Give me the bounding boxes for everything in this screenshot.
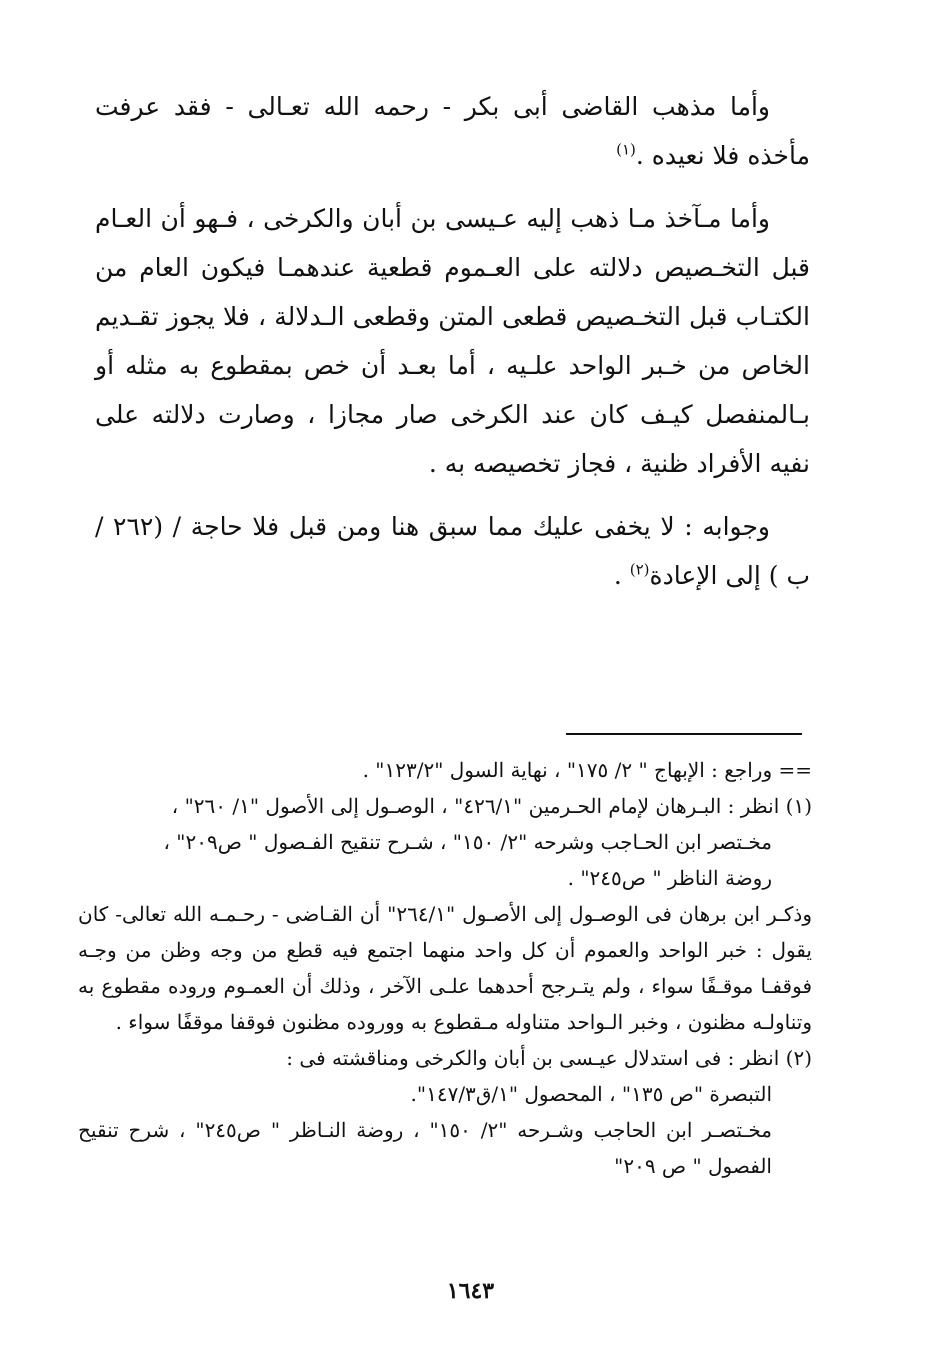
paragraph-1-text: وأما مذهب القاضى أبى بكر - رحمه الله تعـالى - فقد عرفت مأخذه فلا نعيده .	[95, 92, 810, 170]
paragraph-3	[95, 502, 810, 600]
paragraph-3-text: وجوابه : لا يخفى عليك مما سبق هنا ومن قبل فلا حاجة / (٢٦٢ /ب ) إلى الإعادة	[95, 512, 810, 590]
footnote-1-line-2: مخـتصر ابن الحـاجب وشرحه "٢/ ١٥٠" ، شـرح تنقيح الفـصول " ص٢٠٩" ،	[163, 830, 772, 854]
footnote-continuation-text: == وراجع : الإبهاج " ٢/ ١٧٥" ، نهاية السول "١٢٣/٢" .	[362, 758, 812, 782]
footnote-2-line-3: مخـتصـر ابن الحاجب وشـرحه "٢/ ١٥٠" ، روضة النـاظر " ص٢٤٥" ، شرح تنقيح الفصول " ص ٢٠٩"	[78, 1118, 772, 1178]
footnote-2-line-1: (٢) انظر : فى استدلال عيـسى بن أبان والكرخى ومناقشته فى :	[286, 1046, 812, 1070]
main-text	[95, 82, 810, 614]
footnote-ref-2: (٢)	[629, 560, 650, 579]
page-number: ١٦٤٣	[446, 1278, 495, 1304]
paragraph-1	[95, 82, 810, 180]
footnote-1-paragraph: وذكـر ابن برهان فى الوصـول إلى الأصـول "٢٦٤/١" أن القـاضى - رحـمـه الله تعالى- كان يقول : خبر الواحد والعموم أن كل واحد منهما اجتمع فيه قطع من وجه وظن من وجـه فوقفـا موقـفًا سواء ، ولم يتـرجح أحدهما علـى الآخر ، وذلك أن العمـوم وروده مقطوع به وتناولـه مظنون ، وخبر الـواحد متناوله مـقطوع به ووروده مظنون فوقفا موقفًا سواء .	[78, 902, 812, 1034]
footnote-separator	[566, 733, 802, 735]
footnote-1	[78, 788, 812, 1040]
paragraph-2	[95, 194, 810, 488]
footnote-ref-1: (١)	[616, 140, 636, 159]
paragraph-2-text: وأما مـآخذ مـا ذهب إليه عـيسى بن أبان والكرخى ، فـهو أن العـام قبل التخـصيص دلالته على العـموم قطعية عندهمـا فيكون العام من الكتـاب قبل التخـصيص قطعى المتن وقطعى الـدلالة ، فلا يجوز تقـديم الخاص من خـبر الواحد علـيه ، أما بعـد أن خص بمقطوع به مثله أو بـالمنفصل كيـف كان عند الكرخى صار مجازا ، وصارت دلالته على نفيه الأفراد ظنية ، فجاز تخصيصه به .	[95, 204, 810, 478]
footnotes	[78, 752, 812, 1184]
footnote-1-line-1: (١) انظر : البـرهان لإمام الحـرمين "٤٢٦/١" ، الوصـول إلى الأصول "١/ ٢٦٠" ،	[171, 794, 812, 818]
footnote-1-line-3: روضة الناظر " ص٢٤٥" .	[567, 866, 772, 890]
footnote-2-line-2: التبصرة "ص ١٣٥" ، المحصول "١/ق١٤٧/٣".	[410, 1082, 772, 1106]
paragraph-3-end: .	[613, 561, 630, 590]
footnote-continuation	[78, 752, 812, 788]
footnote-2	[78, 1040, 812, 1184]
